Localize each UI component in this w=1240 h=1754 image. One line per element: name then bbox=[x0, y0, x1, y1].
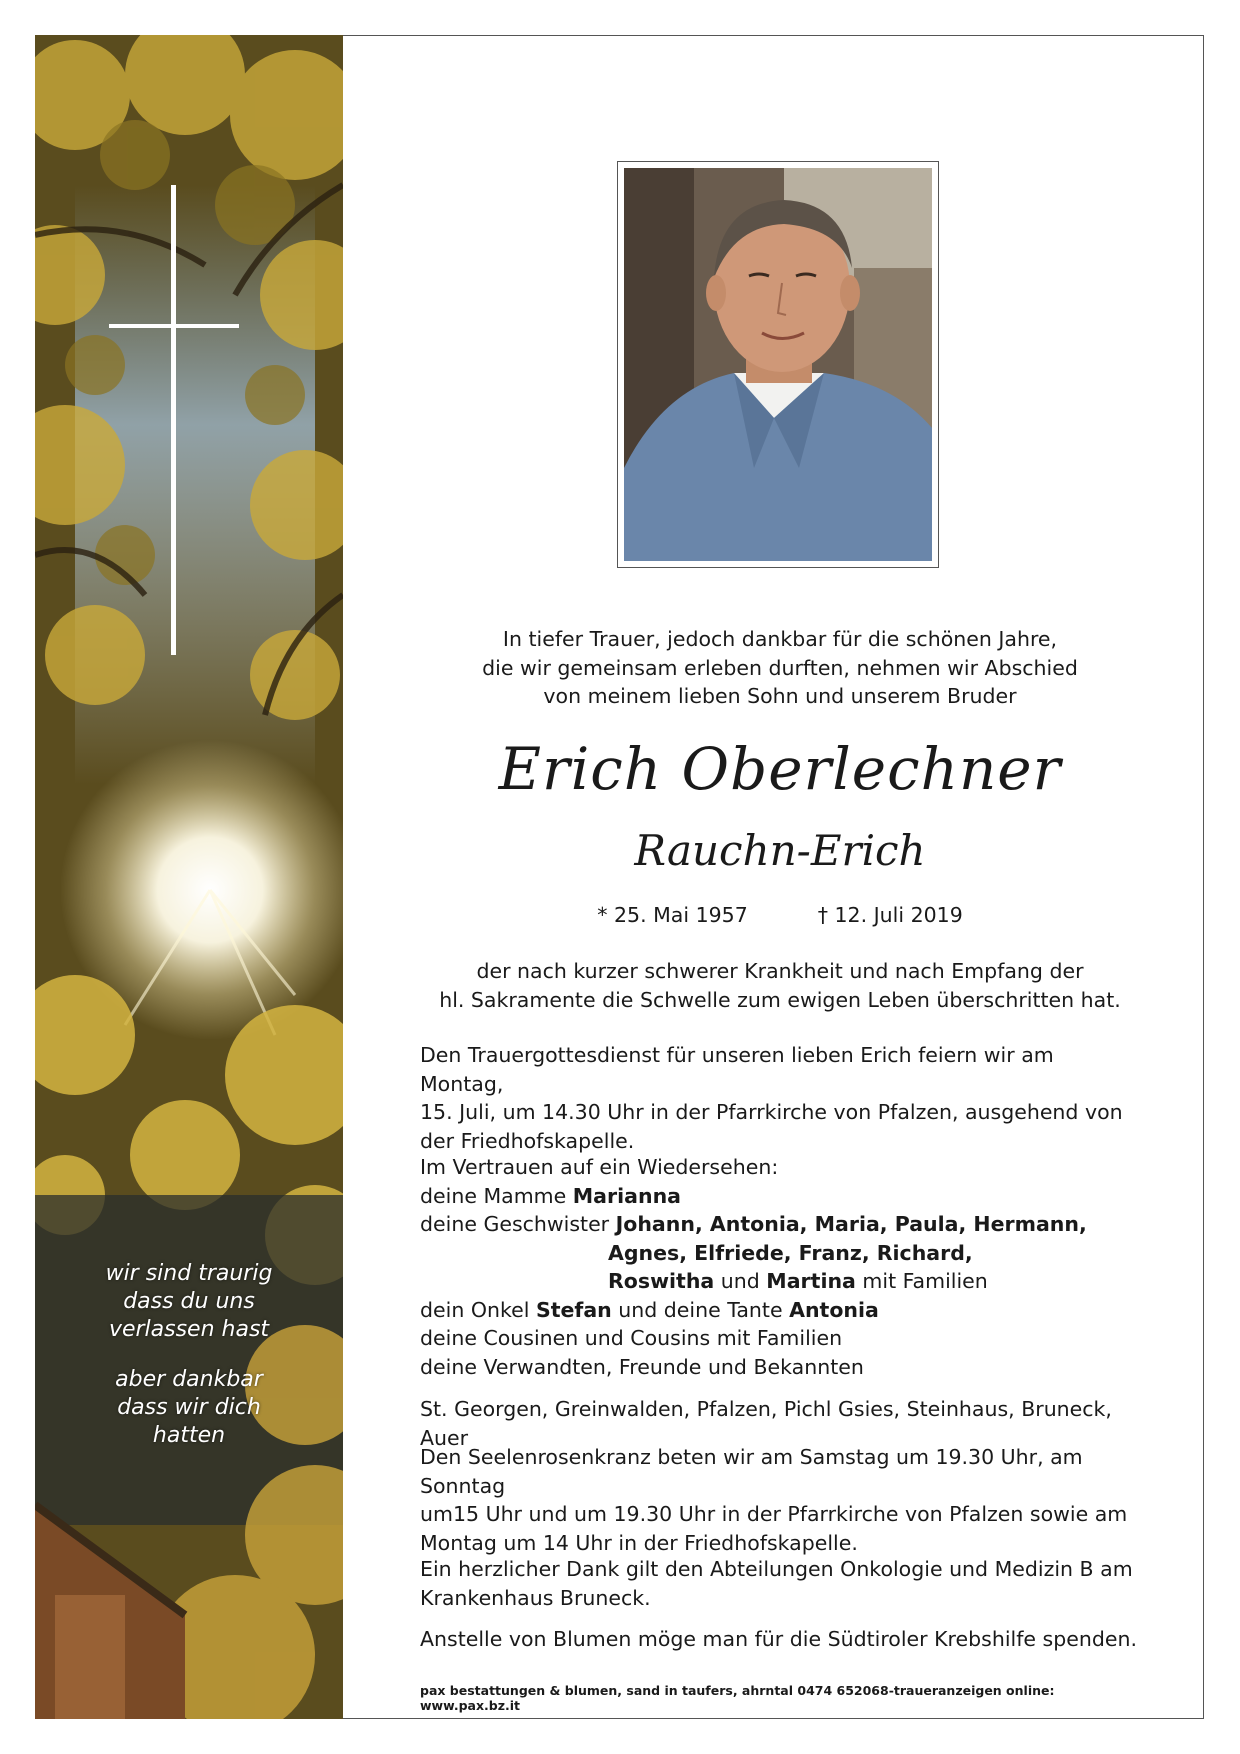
siblings-names-2: Agnes, Elfriede, Franz, Richard, bbox=[608, 1240, 973, 1265]
deceased-name: Erich Oberlechner bbox=[498, 735, 1062, 803]
donation-text bbox=[420, 1625, 1140, 1654]
uncle-name: Stefan bbox=[535, 1297, 612, 1322]
mother-prefix: deine Mamme bbox=[420, 1183, 573, 1208]
family-siblings bbox=[420, 1210, 1140, 1239]
service-line: Den Trauergottesdienst für unseren lieben Erich feiern wir am Montag, bbox=[420, 1043, 1054, 1096]
poem-stanza-2 bbox=[35, 1366, 343, 1450]
rosary-line: um15 Uhr und um 19.30 Uhr in der Pfarrkirche von Pfalzen sowie am bbox=[420, 1502, 1128, 1526]
family-cousins: deine Cousinen und Cousins mit Familien bbox=[420, 1326, 843, 1350]
service-line: der Friedhofskapelle. bbox=[420, 1128, 635, 1153]
poem-line: hatten bbox=[152, 1423, 226, 1448]
with-families: mit Familien bbox=[855, 1269, 988, 1293]
intro-line: In tiefer Trauer, jedoch dankbar für die schönen Jahre, bbox=[502, 627, 1058, 651]
family-siblings-3 bbox=[420, 1267, 1140, 1296]
rosary-line: Den Seelenrosenkranz beten wir am Samstag um 19.30 Uhr, am Sonntag bbox=[420, 1445, 1083, 1498]
sibling-martina: Martina bbox=[766, 1269, 856, 1293]
passing-text bbox=[420, 957, 1140, 1014]
rosary-text bbox=[420, 1443, 1140, 1557]
poem-stanza-1 bbox=[35, 1260, 343, 1344]
poem-line: wir sind traurig bbox=[105, 1261, 273, 1286]
portrait-photo bbox=[624, 168, 932, 561]
intro-text bbox=[420, 625, 1140, 711]
family-siblings-2 bbox=[420, 1239, 1140, 1268]
intro-line: von meinem lieben Sohn und unserem Bruder bbox=[543, 684, 1017, 708]
and-text: und bbox=[714, 1269, 767, 1293]
sibling-roswitha: Roswitha bbox=[608, 1269, 715, 1293]
thanks-line: Ein herzlicher Dank gilt den Abteilungen Onkologie und Medizin B am bbox=[420, 1557, 1133, 1581]
aunt-name: Antonia bbox=[789, 1297, 879, 1322]
thanks-line: Krankenhaus Bruneck. bbox=[420, 1585, 651, 1610]
deceased-nickname: Rauchn-Erich bbox=[634, 826, 926, 875]
poem-line: verlassen hast bbox=[108, 1317, 270, 1342]
poem-line: dass du uns bbox=[123, 1289, 255, 1314]
passing-line: der nach kurzer schwerer Krankheit und nach Empfang der bbox=[476, 959, 1084, 983]
poem-line: aber dankbar bbox=[115, 1367, 263, 1392]
death-date: † 12. Juli 2019 bbox=[817, 903, 963, 927]
siblings-names-1: Johann, Antonia, Maria, Paula, Hermann, bbox=[615, 1212, 1087, 1236]
uncle-prefix: dein Onkel bbox=[420, 1297, 536, 1322]
service-line: 15. Juli, um 14.30 Uhr in der Pfarrkirche von Pfalzen, ausgehend von bbox=[420, 1100, 1123, 1124]
thanks-text bbox=[420, 1555, 1140, 1612]
rosary-line: Montag um 14 Uhr in der Friedhofskapelle. bbox=[420, 1530, 858, 1555]
donation-line: Anstelle von Blumen möge man für die Südtiroler Krebshilfe spenden. bbox=[420, 1627, 1137, 1651]
places-line: St. Georgen, Greinwalden, Pfalzen, Pichl Gsies, Steinhaus, Bruneck, Auer bbox=[420, 1397, 1112, 1450]
family-heading: Im Vertrauen auf ein Wiedersehen: bbox=[420, 1155, 779, 1179]
intro-line: die wir gemeinsam erleben durften, nehmen wir Abschied bbox=[482, 655, 1078, 680]
aunt-prefix: und deine Tante bbox=[611, 1297, 790, 1322]
family-list bbox=[420, 1153, 1140, 1381]
mother-name: Marianna bbox=[572, 1183, 681, 1208]
birth-date: * 25. Mai 1957 bbox=[597, 903, 748, 927]
family-mother bbox=[420, 1182, 1140, 1211]
siblings-prefix: deine Geschwister bbox=[420, 1212, 616, 1236]
portrait-frame bbox=[617, 161, 939, 568]
family-relatives: deine Verwandten, Freunde und Bekannten bbox=[420, 1354, 864, 1379]
portrait-image bbox=[624, 168, 932, 561]
life-dates bbox=[420, 903, 1140, 927]
footer-funeral-home: pax bestattungen & blumen, sand in taufers, ahrntal 0474 652068-traueranzeigen online: www.pax.bz.it bbox=[420, 1683, 1055, 1713]
poem-line: dass wir dich bbox=[117, 1395, 261, 1420]
side-poem bbox=[35, 1260, 343, 1472]
funeral-service-text bbox=[420, 1041, 1140, 1155]
family-uncle-aunt bbox=[420, 1296, 1140, 1325]
passing-line: hl. Sakramente die Schwelle zum ewigen Leben überschritten hat. bbox=[439, 987, 1121, 1012]
